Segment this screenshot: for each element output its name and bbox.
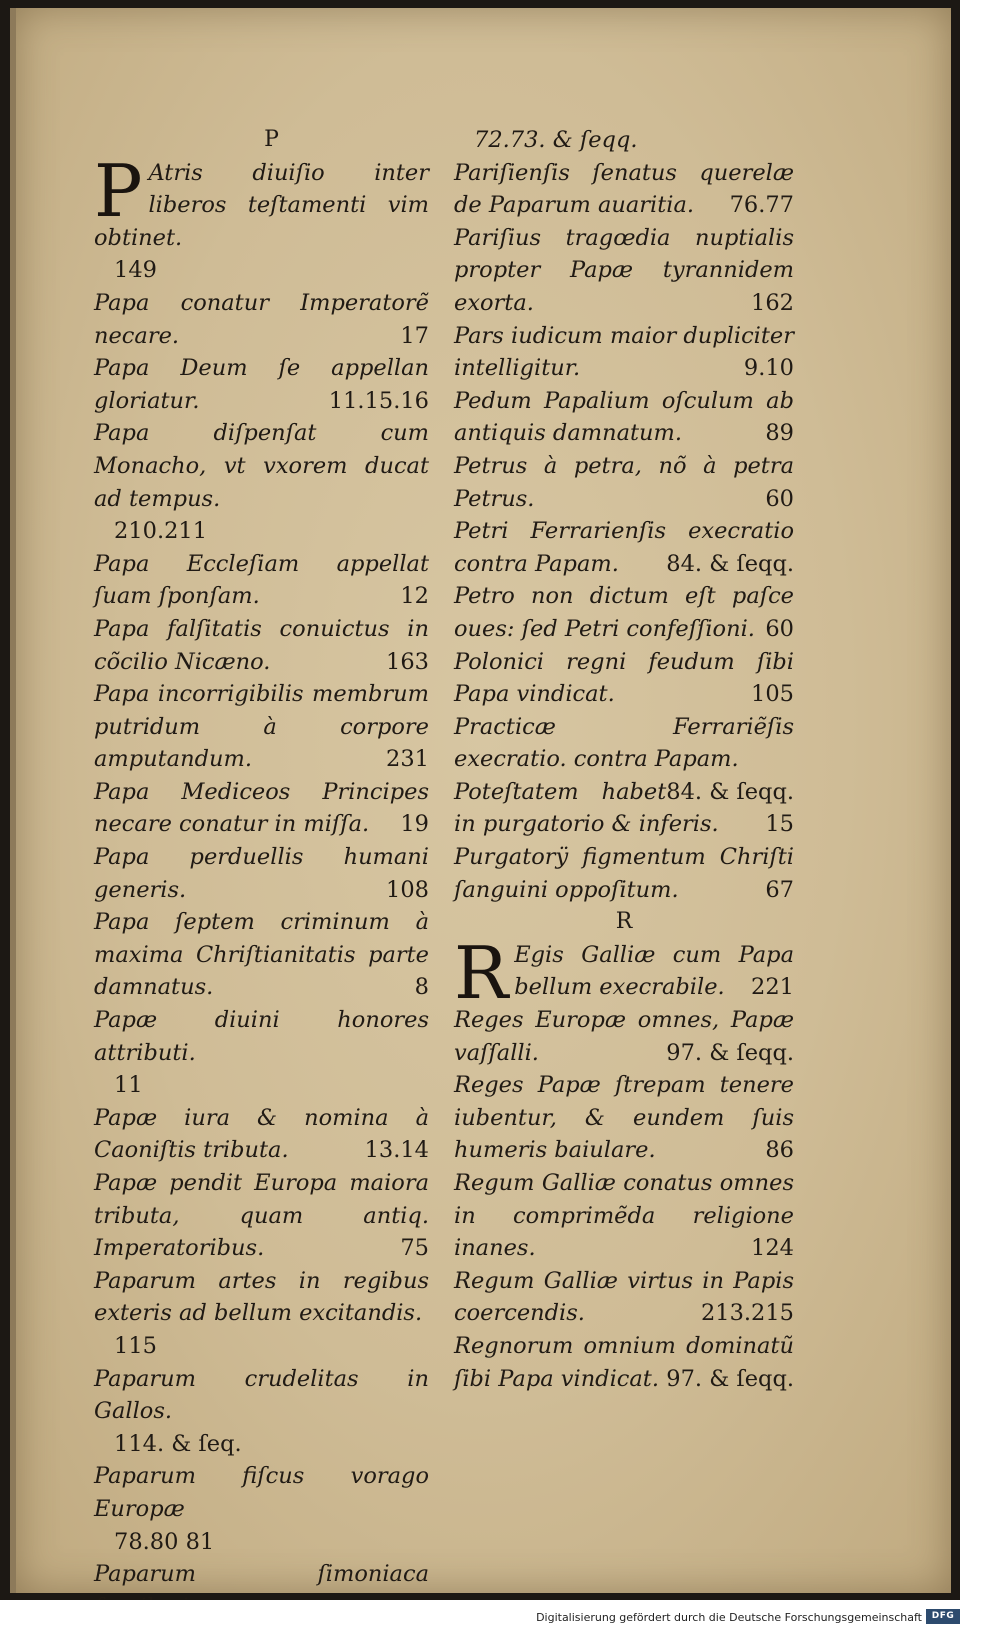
- drop-cap: R: [454, 930, 509, 1015]
- entry-text: Reges Papæ ſtrepam tenere iubentur, & eundem ſuis humeris baiulare.: [454, 1072, 794, 1164]
- index-entry: [94, 1460, 429, 1558]
- entry-page-number: 78.80 81: [114, 1528, 215, 1555]
- entry-page-number: 231: [386, 746, 429, 773]
- entry-page-number: 114. & ſeq.: [114, 1430, 242, 1457]
- entry-text: Papa diſpenſat cum Monacho, vt vxorem ducat ad tempus.: [94, 420, 429, 512]
- entry-text: Papæ diuini honores attributi.: [94, 1007, 429, 1066]
- entry-text: Petro non dictum eſt paſce oues: ſed Petri confeſſioni.: [454, 583, 794, 642]
- entry-text: Papa Mediceos Principes necare conatur in miſſa.: [94, 778, 429, 838]
- index-entry: [454, 841, 794, 906]
- entry-page-number: 11: [114, 1072, 143, 1099]
- entry-text: Paparum artes in regibus exteris ad bellum excitandis.: [94, 1267, 429, 1327]
- entry-page-number: 75: [400, 1235, 429, 1262]
- entry-page-number: 8: [414, 974, 429, 1001]
- entry-page-number: 60: [765, 485, 794, 512]
- entry-text: Papa conatur Imperatorẽ necare.: [94, 289, 429, 349]
- entry-text: Paparum fiſcus vorago Europæ: [94, 1463, 429, 1522]
- index-entry: [454, 646, 794, 711]
- entry-text: Papa incorrigibilis membrum putridum à corpore amputandum.: [94, 681, 429, 773]
- entry-page-number: 15: [765, 811, 794, 838]
- entry-text: Atris diuiſio inter liberos teſtamenti vim obtinet.: [94, 159, 429, 251]
- entry-page-number: 11.15.16: [328, 387, 429, 414]
- index-entry: [454, 1265, 794, 1330]
- entry-page-number: 17: [400, 322, 429, 349]
- index-entry: [94, 1167, 429, 1265]
- index-entry: [454, 320, 794, 385]
- entry-text: Papa falſitatis conuictus in cõcilio Nicæno.: [94, 615, 429, 675]
- entry-text: Pariſius tragœdia nuptialis propter Papæ tyrannidem exorta.: [454, 224, 794, 316]
- entry-text: Papæ pendit Europa maiora tributa, quam antiq. Imperatoribus.: [94, 1170, 429, 1262]
- entry-text: Petrus à petra, nõ à petra Petrus.: [454, 452, 794, 512]
- entry-text: Purgatorÿ figmentum Chriſti ſanguini oppoſitum.: [454, 844, 794, 903]
- entry-page-number: 12: [400, 583, 429, 610]
- index-entry: [94, 1363, 429, 1461]
- index-entry: [94, 906, 429, 1004]
- left-column: [94, 124, 429, 1623]
- right-column: [454, 124, 794, 1395]
- index-entry: [454, 515, 794, 580]
- index-entry: [94, 548, 429, 613]
- index-entry: [94, 613, 429, 678]
- entry-page-number: 162: [751, 289, 794, 316]
- index-entry: [94, 352, 429, 417]
- index-entry: [454, 1167, 794, 1265]
- index-entry: [454, 1330, 794, 1395]
- entry-text: Regum Galliæ virtus in Papis coercendis.: [454, 1267, 794, 1327]
- entry-text: Papa Eccleſiam appellat ſuam ſponſam.: [94, 550, 429, 610]
- entry-page-number: 213.215: [700, 1300, 794, 1327]
- index-entry: [454, 930, 794, 1015]
- entry-page-number: 89: [765, 420, 794, 447]
- entry-page-number: 97. & ſeqq.: [666, 1365, 794, 1392]
- entry-text: Polonici regni feudum ſibi Papa vindicat.: [454, 648, 794, 708]
- entry-page-number: 76.77: [729, 192, 794, 219]
- index-entry: [94, 148, 429, 287]
- entry-page-number: 97. & ſeqq.: [666, 1039, 794, 1066]
- index-entry: [454, 1004, 794, 1069]
- entry-text: Pars iudicum maior dupliciter intelligitur.: [454, 322, 794, 382]
- entry-page-number: 13.14: [364, 1137, 429, 1164]
- entry-page-number: 108: [386, 876, 429, 903]
- entry-text: Petri Ferrarienſis execratio contra Papam.: [454, 518, 794, 577]
- entry-text: Papa ſeptem criminum à maxima Chriſtianitatis parte damnatus.: [94, 909, 429, 1001]
- entry-text: Pedum Papalium oſculum ab antiquis damnatum.: [454, 387, 794, 447]
- entry-text: Paparum ſimoniaca: [94, 1561, 429, 1588]
- dfg-logo: DFG: [926, 1609, 960, 1624]
- index-entry: [454, 580, 794, 645]
- index-entry: [94, 1102, 429, 1167]
- entry-text: Papæ iura & nomina à Caoniſtis tributa.: [94, 1104, 429, 1164]
- entry-page-number: 115: [114, 1332, 157, 1359]
- entry-page-number: 124: [751, 1235, 794, 1262]
- index-entry: [94, 1004, 429, 1102]
- index-entry: [454, 450, 794, 515]
- entry-text: Regum Galliæ conatus omnes in comprimẽda religione inanes.: [454, 1170, 794, 1262]
- entry-text: Papa Deum ſe appellan gloriatur.: [94, 355, 429, 414]
- drop-cap: P: [94, 148, 143, 233]
- entry-page-number: 86: [765, 1137, 794, 1164]
- section-letter-r: R: [615, 909, 633, 935]
- index-entry: [454, 222, 794, 320]
- index-entry: [94, 417, 429, 547]
- index-entry: [94, 1265, 429, 1363]
- entry-text: Reges Europæ omnes, Papæ vaſſalli.: [454, 1007, 794, 1066]
- entry-page-number: 149: [114, 257, 157, 284]
- funding-credit: Digitalisierung gefördert durch die Deutsche Forschungsgemeinschaft: [536, 1611, 922, 1624]
- entry-page-number: 67: [765, 876, 794, 903]
- entry-text: Paparum crudelitas in Gallos.: [94, 1365, 429, 1425]
- index-entry: [454, 1069, 794, 1167]
- entry-page-number: 163: [386, 648, 429, 675]
- entry-page-number: 19: [400, 811, 429, 838]
- index-entry: [94, 841, 429, 906]
- index-entry: [94, 287, 429, 352]
- index-entry: [454, 385, 794, 450]
- entry-text: Regnorum omnium dominatũ ſibi Papa vindicat.: [454, 1332, 794, 1392]
- entry-page-number: 84. & ſeqq.: [666, 550, 794, 577]
- entry-page-number: 105: [751, 681, 794, 708]
- index-entry: [94, 776, 429, 841]
- entry-text: Pariſienſis ſenatus querelæ de Paparum auaritia.: [454, 159, 794, 219]
- entry-page-number: 60: [765, 615, 794, 642]
- footer-bar: [0, 1600, 1000, 1634]
- entry-text: Poteſtatem habet in purgatorio & inferis.: [454, 778, 719, 838]
- entry-page-number: 221: [751, 974, 794, 1001]
- entry-text: Practicæ Ferrariẽſis execratio. contra Papam.: [454, 713, 794, 773]
- continuation-line: 72.73. & ſeqq.: [474, 127, 638, 153]
- entry-page-number: 84. & ſeqq.: [666, 778, 794, 805]
- index-entry: [454, 711, 794, 805]
- section-letter-p: P: [264, 127, 279, 152]
- entry-text: Egis Galliæ cum Papa bellum execrabile.: [514, 941, 794, 1001]
- entry-text: Papa perduellis humani generis.: [94, 844, 429, 903]
- entry-page-number: 9.10: [743, 355, 794, 382]
- index-entry: [94, 678, 429, 776]
- book-page: [10, 8, 951, 1593]
- entry-page-number: 210.211: [114, 518, 208, 545]
- index-entry: [454, 157, 794, 222]
